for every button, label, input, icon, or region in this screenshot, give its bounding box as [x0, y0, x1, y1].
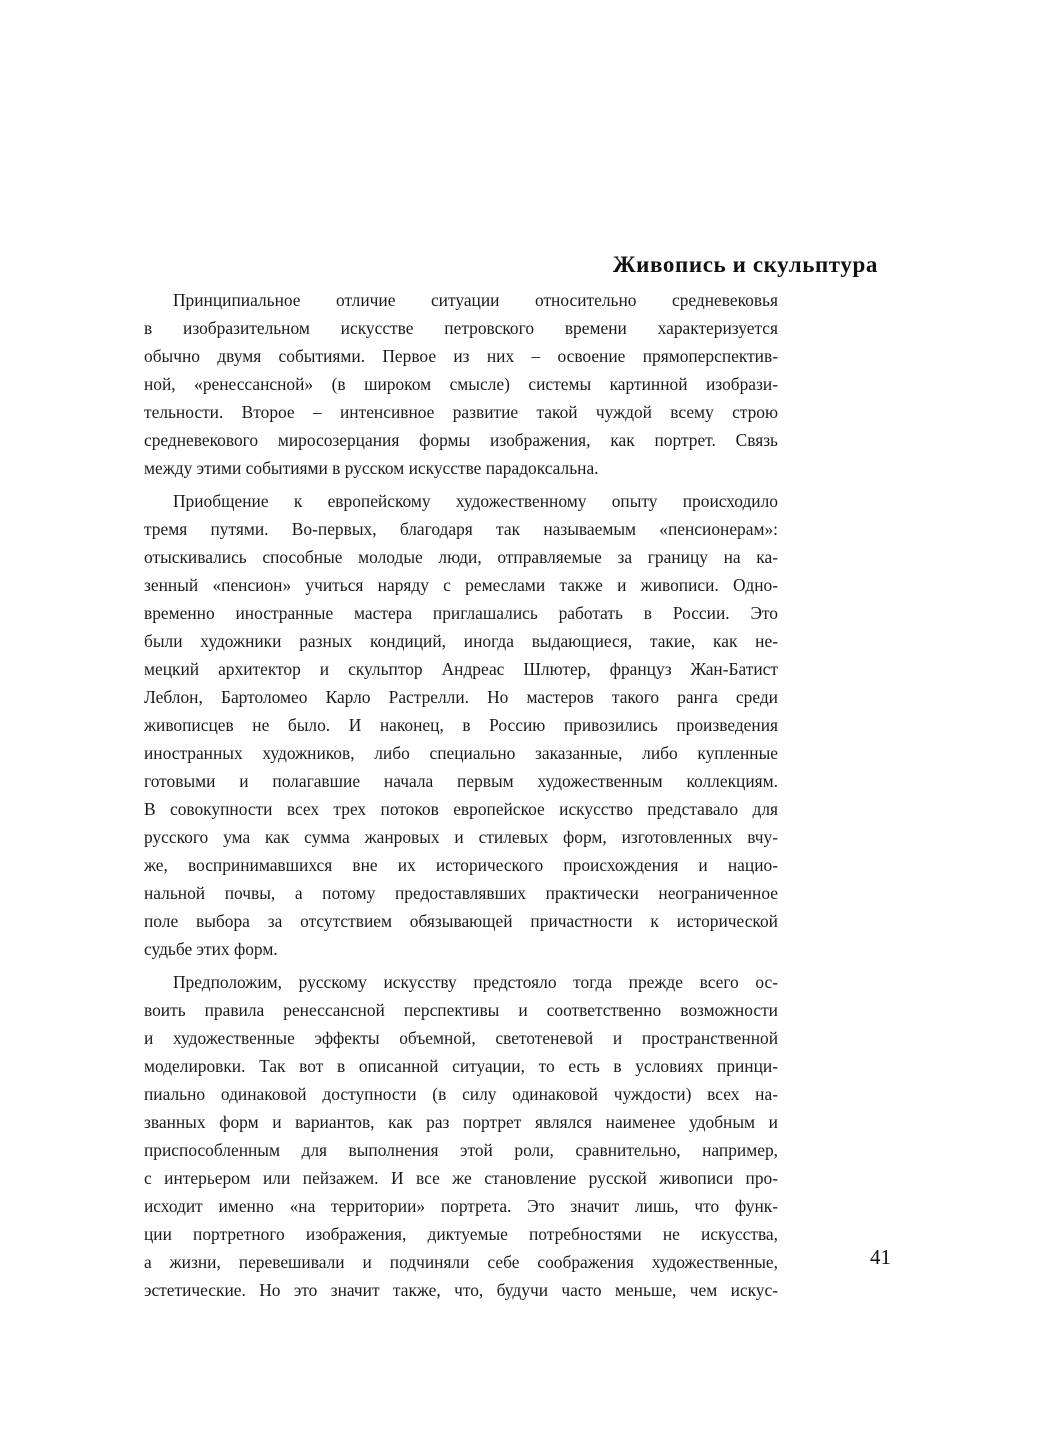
text-line: тремя путями. Во-первых, благодаря так называемым «пенсионерам»: [144, 519, 778, 539]
text-line: судьбе этих форм. [144, 939, 278, 959]
text-line: же, воспринимавшихся вне их исторического происхождения и нацио- [144, 855, 778, 875]
text-line: отыскивались способные молодые люди, отправляемые за границу на ка- [144, 547, 778, 567]
text-line: ной, «ренессансной» (в широком смысле) системы картинной изобрази- [144, 374, 778, 394]
text-line: и художественные эффекты объемной, светотеневой и пространственной [144, 1028, 778, 1048]
text-line: а жизни, перевешивали и подчиняли себе соображения художественные, [144, 1252, 778, 1272]
text-line: пиально одинаковой доступности (в силу одинаковой чуждости) всех на- [144, 1084, 778, 1104]
text-line: временно иностранные мастера приглашались работать в России. Это [144, 603, 778, 623]
text-line: готовыми и полагавшие начала первым художественным коллекциям. [144, 771, 778, 791]
text-line: средневекового миросозерцания формы изображения, как портрет. Связь [144, 430, 778, 450]
text-line: нальной почвы, а потому предоставлявших практически неограниченное [144, 883, 778, 903]
text-line: мецкий архитектор и скульптор Андреас Шлютер, француз Жан-Батист [144, 659, 778, 679]
paragraph [144, 968, 778, 1304]
text-line: приспособленным для выполнения этой роли, сравнительно, например, [144, 1140, 778, 1160]
text-line: зенный «пенсион» учиться наряду с ремеслами также и живописи. Одно- [144, 575, 778, 595]
text-line: живописцев не было. И наконец, в Россию привозились произведения [144, 715, 778, 735]
text-line: тельности. Второе – интенсивное развитие такой чуждой всему строю [144, 402, 778, 422]
text-line: иностранных художников, либо специально заказанные, либо купленные [144, 743, 778, 763]
text-line: моделировки. Так вот в описанной ситуации, то есть в условиях принци- [144, 1056, 778, 1076]
section-heading: Живопись и скульптура [612, 252, 878, 277]
text-line: в изобразительном искусстве петровского времени характеризуется [144, 318, 778, 338]
text-line: поле выбора за отсутствием обязывающей причастности к исторической [144, 911, 778, 931]
page-number: 41 [870, 1245, 891, 1269]
body-text [144, 286, 778, 1309]
text-line: между этими событиями в русском искусстве парадоксальна. [144, 458, 599, 478]
text-line: Леблон, Бартоломео Карло Растрелли. Но мастеров такого ранга среди [144, 687, 778, 707]
text-line: Предположим, русскому искусству предстояло тогда прежде всего ос- [173, 972, 778, 992]
text-line: исходит именно «на территории» портрета. Это значит лишь, что функ- [144, 1196, 778, 1216]
paragraph [144, 487, 778, 963]
text-line: эстетические. Но это значит также, что, будучи часто меньше, чем искус- [144, 1280, 778, 1300]
text-line: ции портретного изображения, диктуемые потребностями не искусства, [144, 1224, 778, 1244]
text-line: Принципиальное отличие ситуации относительно средневековья [173, 290, 778, 310]
paragraph [144, 286, 778, 482]
text-line: Приобщение к европейскому художественному опыту происходило [173, 491, 778, 511]
text-line: званных форм и вариантов, как раз портрет являлся наименее удобным и [144, 1112, 778, 1132]
text-line: русского ума как сумма жанровых и стилевых форм, изготовленных вчу- [144, 827, 778, 847]
text-line: В совокупности всех трех потоков европейское искусство представало для [144, 799, 778, 819]
text-line: с интерьером или пейзажем. И все же становление русской живописи про- [144, 1168, 778, 1188]
text-line: были художники разных кондиций, иногда выдающиеся, такие, как не- [144, 631, 778, 651]
text-line: воить правила ренессансной перспективы и соответственно возможности [144, 1000, 778, 1020]
text-line: обычно двумя событиями. Первое из них – освоение прямоперспектив- [144, 346, 778, 366]
